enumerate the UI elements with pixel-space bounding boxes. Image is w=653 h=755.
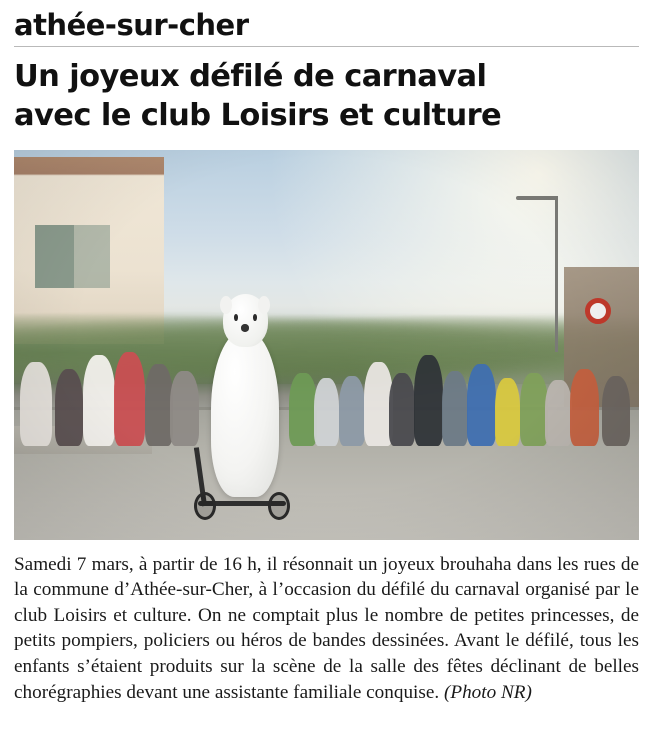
photo-crowd: [14, 329, 639, 446]
road-sign-icon: [585, 298, 611, 324]
page-title: [14, 57, 639, 135]
headline-line-1: Un joyeux défilé de carnaval: [14, 59, 487, 95]
locality-kicker: athée-sur-cher: [14, 8, 249, 42]
article-body-text: Samedi 7 mars, à partir de 16 h, il résonnait un joyeux brouhaha dans les rues de la commune d’Athée-sur-Cher, à l’occasion du défilé du carnaval organisé par le club Loisirs et culture. On ne comptait plus le nombre de petites princesses, de petits pompiers, policiers ou héros de bandes dessinées. Avant le défilé, tous les enfants s’étaient produits sur la scène de la salle des fêtes déclinant de belles chorégraphies devant une assistante familiale conquise.: [14, 553, 639, 703]
headline-line-2: avec le club Loisirs et culture: [14, 98, 502, 134]
article-body: [14, 552, 639, 706]
photo-credit: (Photo NR): [443, 681, 532, 703]
photo-scene: [14, 150, 639, 540]
scooter-icon: [192, 442, 292, 520]
kicker-divider: [14, 46, 639, 47]
article-photo: [14, 150, 639, 540]
